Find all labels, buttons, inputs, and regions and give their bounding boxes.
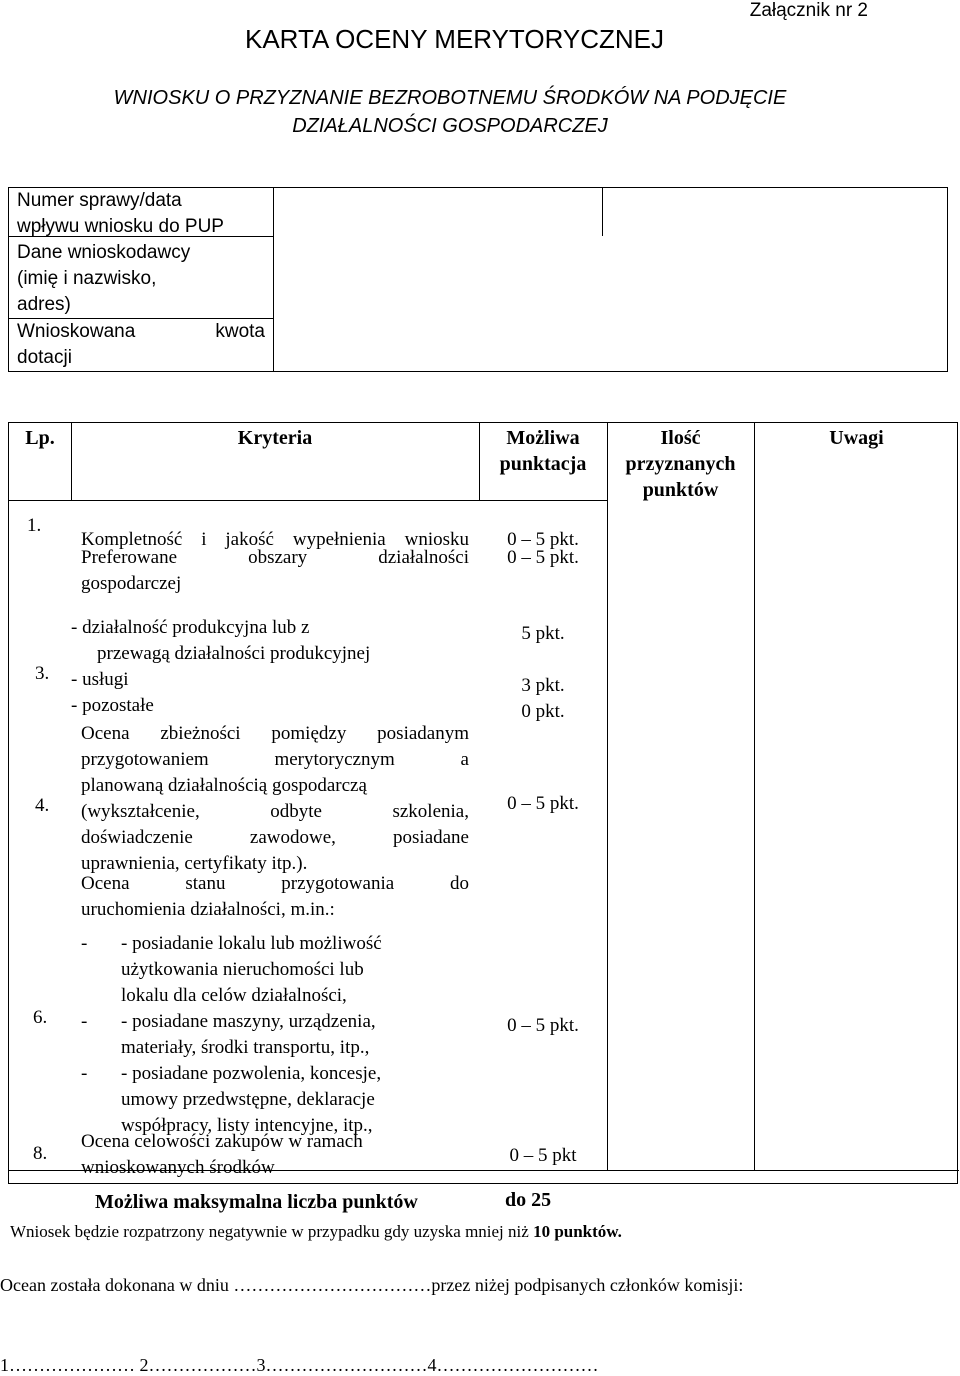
criterion-line: wnioskowanych środków	[81, 1157, 275, 1178]
case-number-label-line: wpływu wniosku do PUP	[17, 216, 224, 237]
criterion-text: Kompletność i jakość wypełnienia wniosku	[81, 529, 469, 550]
row-lp: 8.	[33, 1143, 48, 1164]
amount-label	[17, 319, 265, 371]
table-divider	[754, 423, 755, 1170]
criterion-points: 3 pkt.	[521, 675, 565, 696]
criterion-line-text: - posiadane pozwolenia, koncesje,	[121, 1063, 382, 1084]
bullet: -	[81, 1063, 88, 1084]
criterion-line: przewagą działalności produkcyjnej	[97, 643, 371, 664]
criterion-line-text: - posiadane maszyny, urządzenia,	[121, 1011, 376, 1032]
criterion-points: 0 – 5 pkt.	[507, 547, 579, 568]
assessment-suffix: przez niżej podpisanych członków komisji:	[431, 1275, 744, 1295]
criterion-line	[81, 1009, 481, 1035]
negative-assessment-note	[10, 1222, 622, 1242]
applicant-label	[17, 240, 267, 318]
criterion-line: doświadczenie zawodowe, posiadane	[81, 827, 469, 848]
annex-label: Załącznik nr 2	[749, 0, 868, 21]
info-box-divider	[273, 188, 274, 371]
criterion-line: użytkowania nieruchomości lub	[121, 959, 364, 980]
row-lp: 6.	[33, 1007, 48, 1028]
criterion-line: przygotowaniem merytorycznym a	[81, 749, 469, 770]
note-text: Wniosek będzie rozpatrzony negatywnie w przypadku gdy uzyska mniej niż	[10, 1222, 534, 1241]
criterion-line: Ocena celowości zakupów w ramach	[81, 1131, 363, 1152]
case-info-box	[8, 187, 948, 372]
info-box-divider	[602, 188, 603, 236]
subtitle-line-1: WNIOSKU O PRZYZNANIE BEZROBOTNEMU ŚRODKÓW NA PODJĘCIE	[113, 87, 787, 109]
criterion-line: - pozostałe	[71, 695, 154, 716]
max-points-value: do 25	[505, 1189, 552, 1211]
header-possible-line: Możliwa	[506, 427, 580, 449]
criterion-line: gospodarczej	[81, 573, 182, 594]
header-notes: Uwagi	[829, 427, 884, 449]
criterion-line: uprawnienia, certyfikaty itp.).	[81, 853, 308, 874]
amount-label-word: Wnioskowana	[17, 321, 136, 342]
document-subtitle	[50, 84, 850, 140]
criterion-line	[81, 931, 481, 957]
header-criteria: Kryteria	[237, 427, 313, 449]
row-lp: 3.	[35, 663, 50, 684]
bullet: -	[81, 1011, 88, 1032]
criterion-points: 5 pkt.	[521, 623, 565, 644]
amount-label-word: kwota	[215, 321, 265, 342]
criterion-text	[81, 721, 469, 877]
header-awarded-line: przyznanych	[625, 453, 736, 475]
assessment-prefix: Ocean została dokonana w dniu	[0, 1275, 234, 1295]
criterion-points: 0 – 5 pkt.	[507, 529, 579, 550]
criterion-points: 0 – 5 pkt.	[507, 793, 579, 814]
row-lp: 4.	[35, 795, 50, 816]
criterion-text	[81, 931, 481, 1139]
max-points-label: Możliwa maksymalna liczba punktów	[95, 1191, 418, 1213]
applicant-label-line: Dane wnioskodawcy	[17, 242, 191, 263]
subtitle-line-2: DZIAŁALNOŚCI GOSPODARCZEJ	[292, 115, 608, 137]
criterion-text	[81, 871, 469, 923]
criterion-text	[71, 615, 471, 719]
criterion-line: - działalność produkcyjna lub z	[71, 617, 310, 638]
criterion-text	[81, 1129, 481, 1181]
date-fill-field[interactable]: ……………………………	[233, 1275, 432, 1295]
criterion-line: Preferowane obszary działalności	[81, 547, 469, 568]
case-number-label	[17, 188, 267, 240]
criterion-line-text: - posiadanie lokalu lub możliwość	[121, 933, 382, 954]
header-possible-line: punktacja	[499, 453, 587, 475]
signature-lines[interactable]: 1………………… 2………………3………………………4………………………	[0, 1355, 599, 1375]
criterion-points: 0 – 5 pkt	[509, 1145, 577, 1166]
note-threshold: 10 punktów.	[533, 1222, 622, 1241]
amount-label-line: dotacji	[17, 347, 72, 368]
criterion-line: - usługi	[71, 669, 129, 690]
criterion-line: Ocena stanu przygotowania do	[81, 873, 469, 894]
criterion-line	[81, 1061, 481, 1087]
criterion-line: (wykształcenie, odbyte szkolenia,	[81, 801, 469, 822]
criterion-line: materiały, środki transportu, itp.,	[121, 1037, 370, 1058]
applicant-label-line: adres)	[17, 294, 71, 315]
header-awarded-points	[607, 425, 754, 503]
criterion-line: uruchomienia działalności, m.in.:	[81, 899, 335, 920]
criteria-table	[8, 422, 958, 1213]
row-lp: 1.	[27, 515, 42, 536]
applicant-label-line: (imię i nazwisko,	[17, 268, 157, 289]
criterion-line: współpracy, listy intencyjne, itp.,	[121, 1115, 373, 1136]
document-title: KARTA OCENY MERYTORYCZNEJ	[245, 24, 664, 54]
table-divider	[9, 500, 607, 501]
assessment-date-line	[0, 1275, 743, 1296]
table-divider	[607, 423, 608, 1170]
criterion-text	[81, 545, 469, 597]
header-awarded-line: punktów	[642, 479, 719, 501]
criterion-line: Ocena zbieżności pomiędzy posiadanym	[81, 723, 469, 744]
criterion-points: 0 – 5 pkt.	[507, 1015, 579, 1036]
header-possible-points	[479, 425, 607, 477]
bullet: -	[81, 933, 88, 954]
case-number-label-line: Numer sprawy/data	[17, 190, 182, 211]
header-lp: Lp.	[25, 427, 55, 449]
amount-label-line	[17, 319, 265, 345]
criterion-line: planowaną działalnością gospodarczą	[81, 775, 367, 796]
criterion-line: umowy przedwstępne, deklaracje	[121, 1089, 375, 1110]
criterion-line: lokalu dla celów działalności,	[121, 985, 347, 1006]
criterion-points: 0 pkt.	[521, 701, 565, 722]
header-awarded-line: Ilość	[660, 427, 701, 449]
